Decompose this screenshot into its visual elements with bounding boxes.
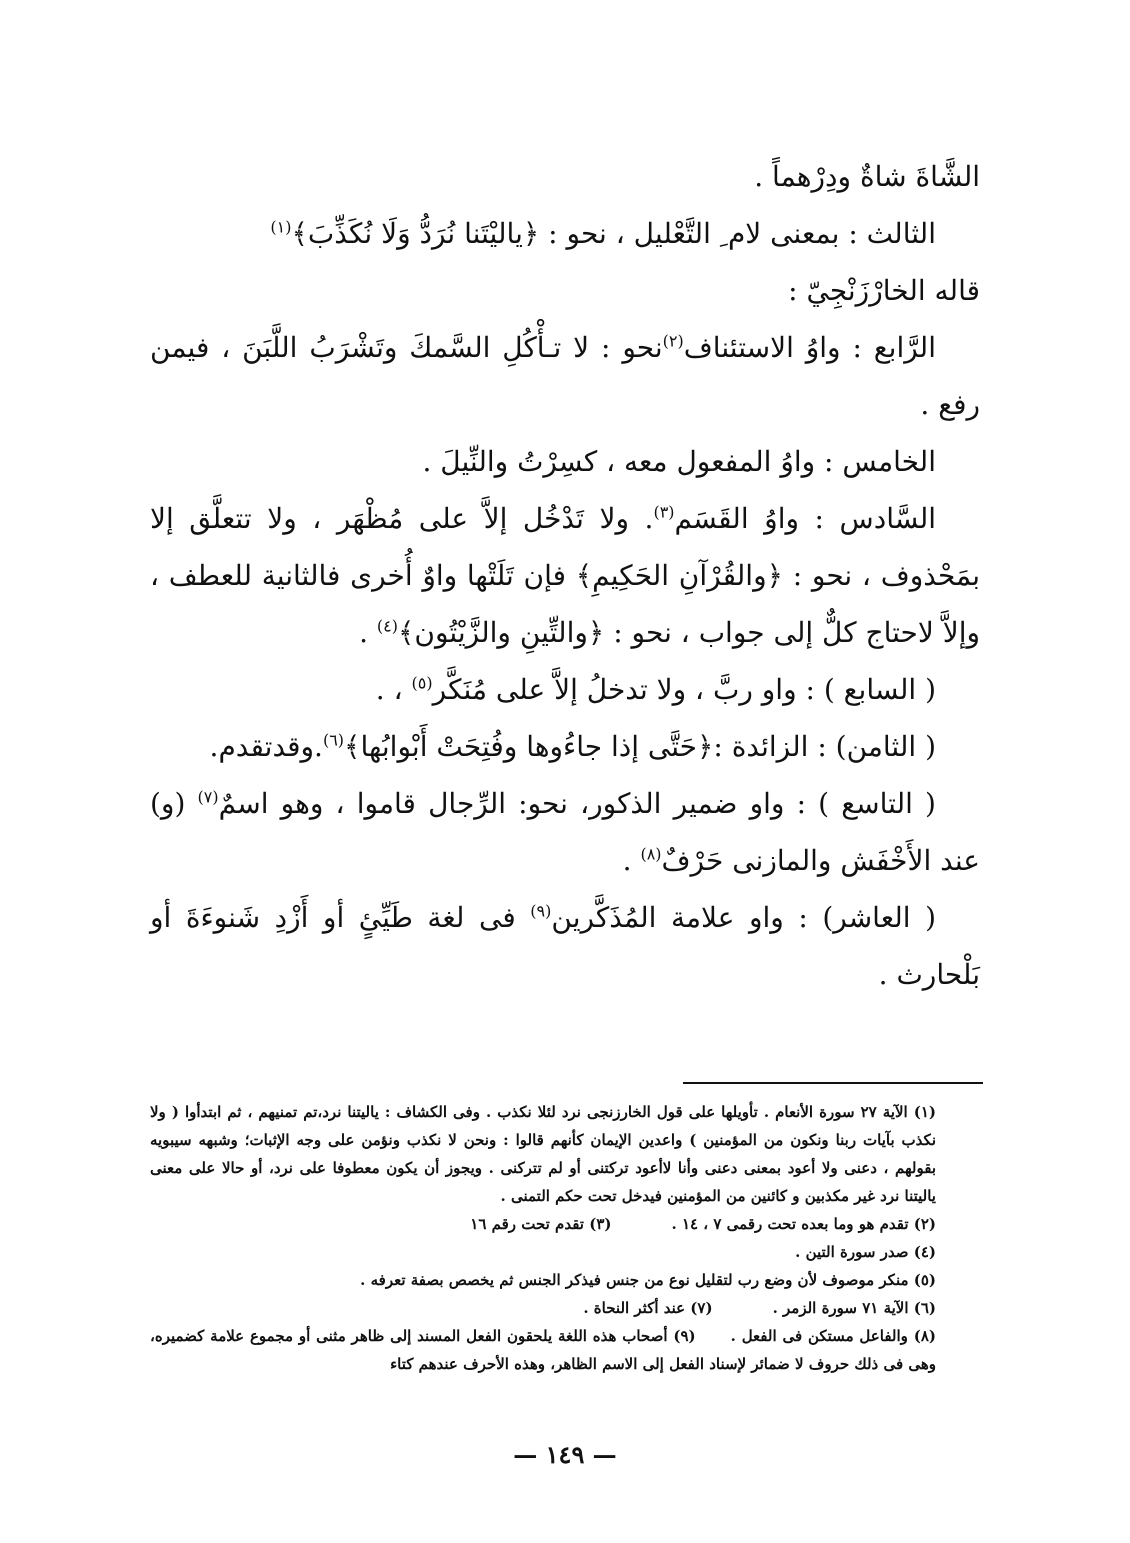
footnote-4: (٤) صدر سورة التين . <box>795 1243 936 1261</box>
paragraph-text: ( العاشر) : واو علامة المُذَكَّرين <box>551 901 936 934</box>
footnote-9: (٩) أصحاب هذه اللغة يلحقون الفعل المسند إلى ظاهر مثنى أو مجموع علامة كضميره، وهى فى ذلك حروف لا ضمائر لإسناد الفعل إلى الاسم الظاهر، وهذه الأحرف عندهم كتاء <box>150 1327 936 1373</box>
paragraph-text: ( الثامن) : الزائدة :﴿حَتَّى إذا جاءُوها وفُتِحَتْ أَبْوابُها﴾ <box>344 730 936 763</box>
footnote-ref-9: (٩) <box>530 901 552 921</box>
paragraph-text: ، . <box>375 673 412 706</box>
footnote-divider <box>683 1082 983 1084</box>
paragraph-text: فى لغة طَيِّئٍ أو أَزْدِ شَنوءَةَ أو بَلْحارث . <box>150 901 980 991</box>
footnotes-section <box>150 1098 980 1378</box>
paragraph-text: قاله الخارْزَنْجِيّ : <box>788 274 980 307</box>
paragraph-text: .وقدتقدم. <box>209 730 323 763</box>
paragraph-seventh-meaning <box>150 661 980 718</box>
paragraph-ninth-meaning <box>150 775 980 889</box>
footnote-ref-4: (٤) <box>376 616 398 636</box>
footnote-row-2-3 <box>150 1210 980 1238</box>
footnote-ref-1: (١) <box>270 217 292 237</box>
footnote-6: (٦) الآية ٧١ سورة الزمر . <box>772 1299 936 1317</box>
paragraph-eighth-meaning <box>150 718 980 775</box>
footnote-1: (١) الآية ٢٧ سورة الأنعام . تأويلها على قول الخارزنجى نرد لئلا نكذب . وفى الكشاف : ياليتنا نرد،تم تمنيهم ، ثم ابتدأوا ( ولا نكذب بآيات ربنا ونكون من المؤمنين ) واعدين الإيمان كأنهم قالوا : ونحن لا نكذب ونؤمن على وجه الإثبات؛ وشبهه سيبويه بقولهم ، دعنى ولا أعود بمعنى دعنى وأنا لاأعود تركتنى أو لم تتركنى . ويجوز أن يكون معطوفا على نرد، أو حالا على معنى ياليتنا نرد غير مكذبين و كائنين من المؤمنين فيدخل تحت حكم التمنى . <box>150 1103 936 1205</box>
paragraph-text: السَّادس : واوُ القَسَم <box>674 502 937 535</box>
paragraph-kharzanji <box>150 262 980 319</box>
footnote-8: (٨) والفاعل مستكن فى الفعل . <box>730 1327 936 1345</box>
footnote-ref-5: (٥) <box>411 673 433 693</box>
paragraph-text: . ولا تَدْخُل إلاَّ على مُظْهَر ، ولا تتعلَّق إلا بمَحْذوف ، نحو : ﴿والقُرْآنِ الحَكِيمِ﴾ فإن تَلَتْها واوٌ أُخرى فالثانية للعطف ، وإلاَّ لاحتاج كلٌّ إلى جواب ، نحو : ﴿والتِّينِ والزَّيْتُون﴾ <box>150 502 980 649</box>
footnote-ref-2: (٢) <box>662 331 684 351</box>
paragraph-third-meaning <box>150 205 980 262</box>
paragraph-text: الرَّابع : واوُ الاستئناف <box>683 331 936 364</box>
paragraph-continuation <box>150 148 980 205</box>
footnote-3: (٣) تقدم تحت رقم ١٦ <box>470 1215 612 1233</box>
paragraph-text: نحو : لا تـأْكُلِ السَّمكَ وتَشْرَبُ اللَّبَنَ ، فيمن رفع . <box>150 331 980 421</box>
footnote-7: (٧) عند أكثر النحاة . <box>583 1299 713 1317</box>
footnote-ref-6: (٦) <box>322 730 345 750</box>
footnote-row-6-7 <box>150 1294 980 1322</box>
main-text <box>150 148 980 1003</box>
footnote-ref-3: (٣) <box>653 502 675 522</box>
paragraph-fourth-meaning <box>150 319 980 433</box>
paragraph-text: . <box>359 616 377 649</box>
paragraph-text: ( السابع ) : واو ربَّ ، ولا تدخلُ إلاَّ على مُنَكَّر <box>432 673 936 706</box>
paragraph-tenth-meaning <box>150 889 980 1003</box>
footnote-ref-8: (٨) <box>640 844 662 864</box>
page-number: — ١٤٩ — <box>513 1440 617 1469</box>
footnote-row-8-9 <box>150 1322 980 1378</box>
paragraph-text: (و) عند الأَخْفَش والمازنى حَرْفٌ <box>150 787 980 877</box>
paragraph-text: الخامس : واوُ المفعول معه ، كسِرْتُ والنِّيلَ . <box>422 445 936 478</box>
paragraph-text: الشَّاةَ شاةٌ ودِرْهماً . <box>754 160 980 193</box>
paragraph-sixth-meaning <box>150 490 980 661</box>
paragraph-fifth-meaning <box>150 433 980 490</box>
paragraph-text: الثالث : بمعنى لام ِ التَّعْليل ، نحو : ﴿ياليْتَنا نُرَدُّ وَلَا نُكَذِّبَ﴾ <box>291 217 936 250</box>
footnote-ref-7: (٧) <box>197 787 219 807</box>
paragraph-text: ( التاسع ) : واو ضمير الذكور، نحو: الرِّجال قاموا ، وهو اسمٌ <box>218 787 936 820</box>
footnote-5: (٥) منكر موصوف لأن وضع رب لتقليل نوع من جنس فيذكر الجنس ثم يخصص بصفة تعرفه . <box>360 1271 936 1289</box>
paragraph-text: . <box>622 844 641 877</box>
footnote-2: (٢) تقدم هو وما بعده تحت رقمى ٧ ، ١٤ . <box>671 1215 936 1233</box>
